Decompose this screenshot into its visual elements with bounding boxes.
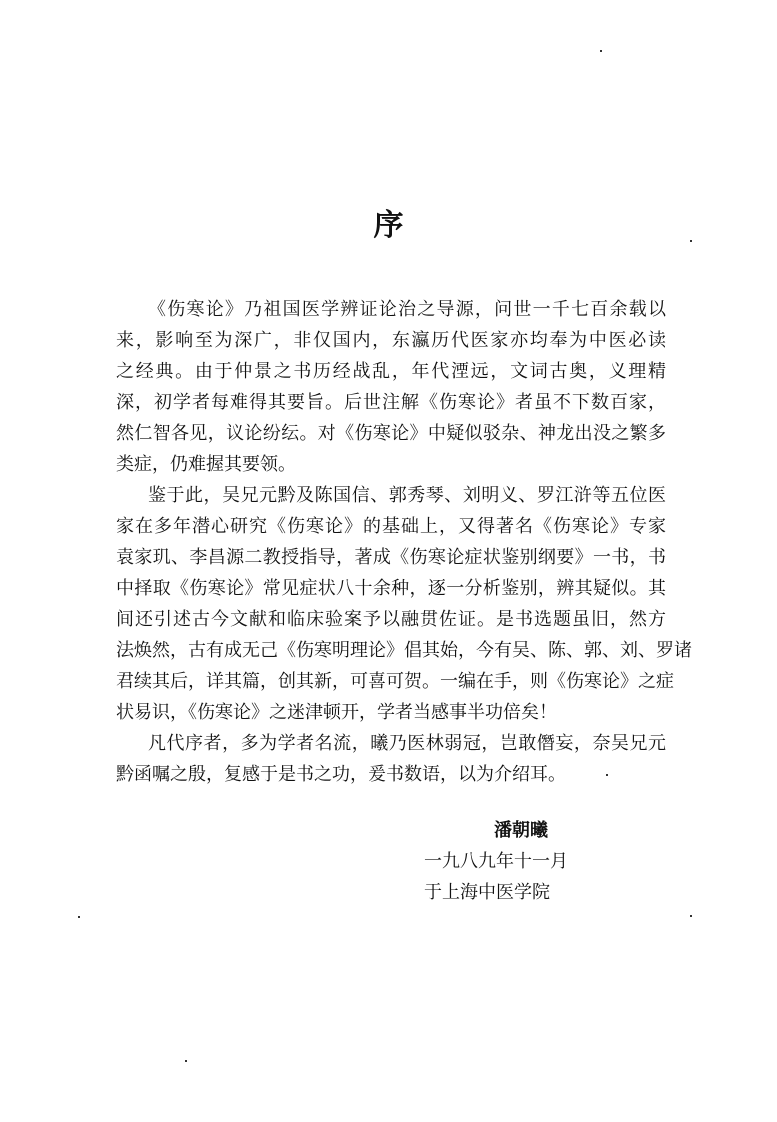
text-line: 类症，仍难握其要领。 (116, 454, 296, 475)
text-line: 君续其后，详其篇，创其新，可喜可贺。一编在手，则《伤寒论》之症 (116, 671, 674, 692)
paragraph-2 (116, 480, 692, 728)
text-line: 状易识，《伤寒论》之迷津顿开，学者当感事半功倍矣！ (116, 702, 557, 723)
signature-block (424, 815, 568, 908)
author-name: 潘朝曦 (494, 820, 548, 841)
scan-speck (185, 1060, 187, 1062)
scan-speck (690, 915, 692, 917)
text-line: 《伤寒论》乃祖国医学辨证论治之导源，问世一千七百余载以 (148, 299, 666, 320)
signature-date: 一九八九年十一月 (424, 851, 568, 872)
text-line: 凡代序者，多为学者名流，曦乃医林弱冠，岂敢僭妄，奈吴兄元 (148, 733, 666, 754)
page-title: 序 (373, 208, 404, 243)
text-line: 袁家玑、李昌源二教授指导，著成《伤寒论症状鉴别纲要》一书，书 (116, 547, 666, 568)
text-line: 鉴于此，吴兄元黔及陈国信、郭秀琴、刘明义、罗江浒等五位医 (148, 485, 666, 506)
text-line: 深，初学者每难得其要旨。后世注解《伤寒论》者虽不下数百家， (116, 392, 666, 413)
text-line: 黔函嘱之殷，复感于是书之功，爰书数语，以为介绍耳。 (116, 764, 566, 785)
paragraph-1 (116, 294, 666, 480)
text-line: 中择取《伤寒论》常见症状八十余种，逐一分析鉴别，辨其疑似。其 (116, 578, 666, 599)
signature-place: 于上海中医学院 (424, 882, 550, 903)
text-line: 法焕然，古有成无己《伤寒明理论》倡其始，今有吴、陈、郭、刘、罗诸 (116, 640, 692, 661)
scan-speck (78, 916, 80, 918)
paragraph-3 (116, 728, 666, 790)
text-line: 家在多年潜心研究《伤寒论》的基础上，又得著名《伤寒论》专家 (116, 516, 666, 537)
text-line: 之经典。由于仲景之书历经战乱，年代湮远，文词古奥，义理精 (116, 361, 666, 382)
scan-speck (606, 774, 608, 776)
text-line: 间还引述古今文献和临床验案予以融贯佐证。是书选题虽旧，然方 (116, 609, 666, 630)
text-line: 来，影响至为深广，非仅国内，东瀛历代医家亦均奉为中医必读 (116, 330, 666, 351)
preface-body (116, 294, 692, 790)
scan-speck (600, 50, 602, 52)
text-line: 然仁智各见，议论纷纭。对《伤寒论》中疑似驳杂、神龙出没之繁多 (116, 423, 666, 444)
scan-speck (690, 240, 692, 242)
